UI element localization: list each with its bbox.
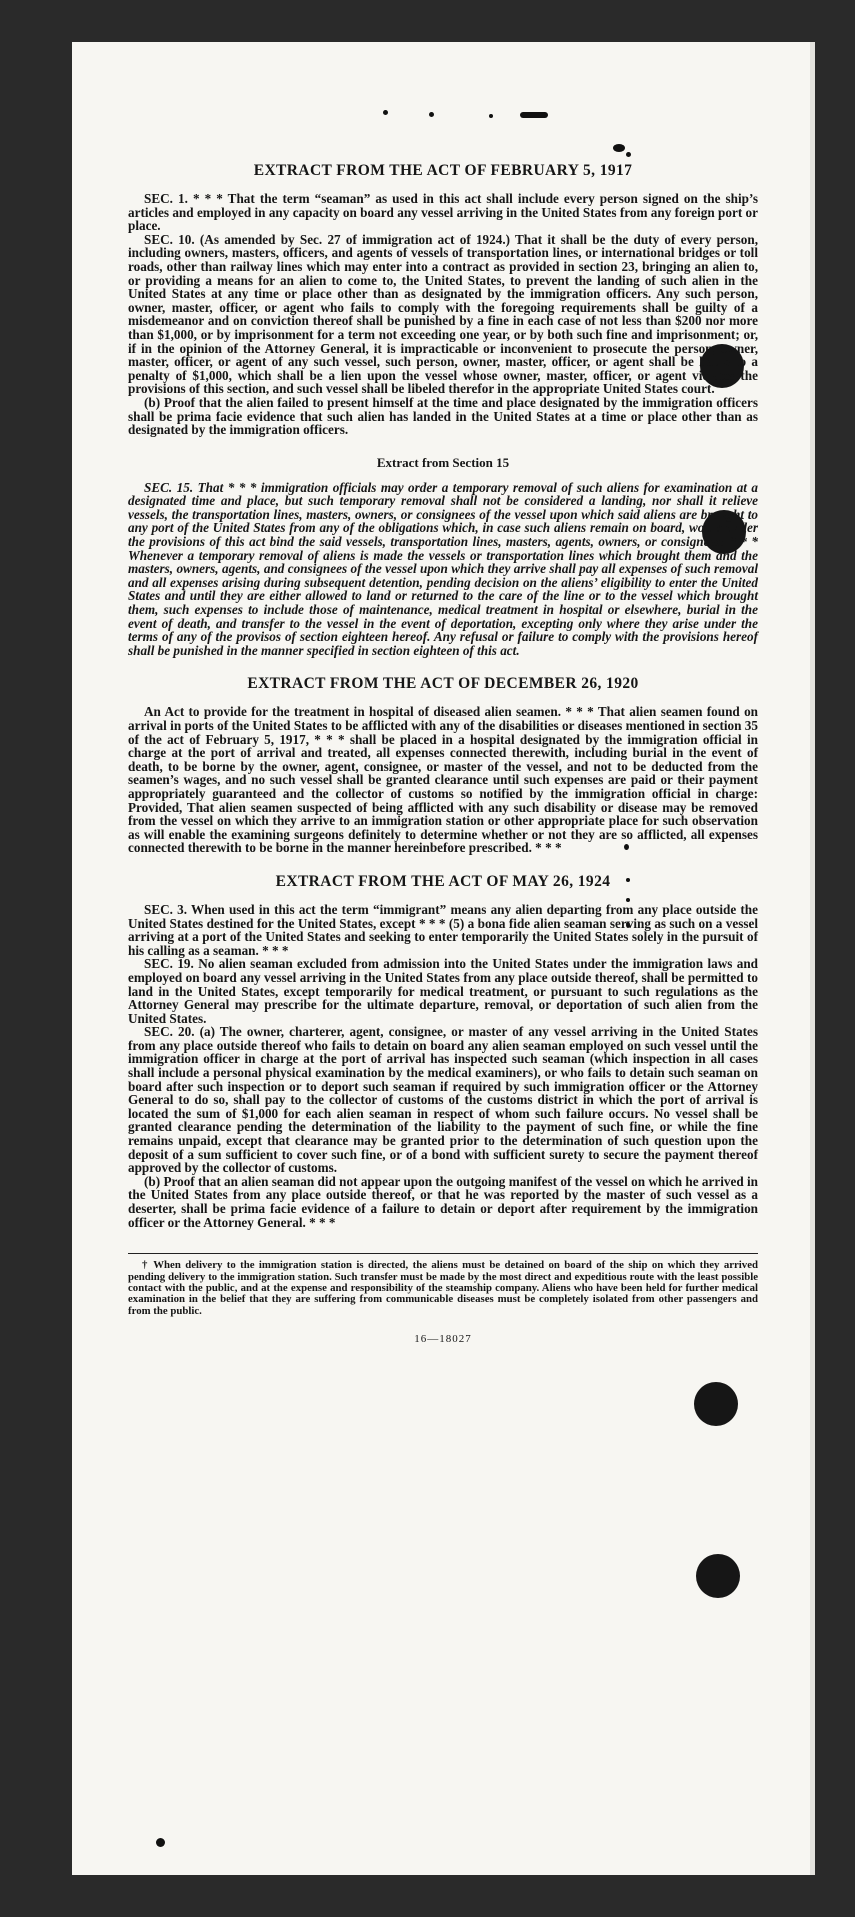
section-feb-1917	[128, 162, 758, 437]
paragraph-sec-20: SEC. 20. (a) The owner, charterer, agent, consignee, or master of any vessel arriving in the United States from any place outside thereof who fails to detain on board any alien seaman employed on such vessel until the immigration officer in charge at the port of arrival has inspected such seaman (which inspection in all cases shall include a personal physical examination by the medical examiners), or who fails to detain such seaman on board after such inspection or to deport such seaman if required by such immigration officer or the Attorney General to do so, shall pay to the collector of customs of the customs district in which the port of arrival is located the sum of $1,000 for each alien seaman in respect of whom such failure occurs. No vessel shall be granted clearance pending the determination of the liability to the payment of such fine, or while the fine remains unpaid, except that clearance may be granted prior to the determination of such question upon the deposit of a sum sufficient to cover such fine, or of a bond with sufficient surety to secure the payment thereof approved by the collector of customs.	[128, 1024, 758, 1176]
paragraph-sec-1: SEC. 1. * * * That the term “seaman” as used in this act shall include every person signed on the ship’s articles and employed in any capacity on board any vessel arriving in the United States from any foreign port or place.	[128, 191, 758, 234]
document-text-column	[128, 162, 758, 1345]
page-edge-shadow	[810, 42, 815, 1875]
section-may-1924	[128, 873, 758, 1229]
ink-speck	[383, 110, 388, 115]
paragraph-sec-10-b: (b) Proof that the alien failed to present himself at the time and place designated by the immigration officers shall be prima facie evidence that such alien has landed in the United States at a time or place other than as designated by the immigration officers.	[128, 394, 758, 438]
ink-speck	[489, 114, 493, 118]
paragraph-sec-20-b: (b) Proof that an alien seaman did not appear upon the outgoing manifest of the vessel on which he arrived in the United States from any place outside thereof, or that he was reported by the master of such vessel as a deserter, shall be prima facie evidence of a failure to detain or deport after requirement by the immigration officer or the Attorney General. * * *	[128, 1173, 758, 1230]
section-15-extract	[128, 455, 758, 658]
paragraph-sec-10: SEC. 10. (As amended by Sec. 27 of immigration act of 1924.) That it shall be the duty of every person, including owners, masters, officers, and agents of vessels of transportation lines, or international bridges or toll roads, other than railway lines which may enter into a contract as provided in section 23, bringing an alien to, or providing a means for an alien to come to, the United States, to prevent the landing of such alien in the United States at any time or place other than as designated by the immigration officers. Any such person, owner, master, officer, or agent who fails to comply with the foregoing requirements shall be guilty of a misdemeanor and on conviction thereof shall be punished by a fine in each case of not less than $200 nor more than $1,000, or by imprisonment for a term not exceeding one year, or by both such fine and imprisonment; or, if in the opinion of the Attorney General, it is impracticable or inconvenient to prosecute the person, owner, master, officer, or agent of any such vessel, such person, owner, master, officer, or agent shall be liable to a penalty of $1,000, which shall be a lien upon the vessel whose owner, master, officer, or agent violates the provisions of this section, and such vessel shall be libeled therefor in the appropriate United States court.	[128, 231, 758, 397]
page-identifier: 16—18027	[414, 1333, 472, 1346]
ink-speck	[520, 112, 548, 118]
section-dec-1920	[128, 675, 758, 855]
section-heading: EXTRACT FROM THE ACT OF DECEMBER 26, 1920	[247, 675, 639, 693]
section-heading: EXTRACT FROM THE ACT OF FEBRUARY 5, 1917	[253, 162, 633, 179]
subsection-heading: Extract from Section 15	[376, 454, 510, 470]
ink-speck	[156, 1838, 165, 1847]
document-page	[72, 42, 815, 1875]
paragraph-sec-15: SEC. 15. That * * * immigration officials may order a temporary removal of such aliens for examination at a designated time and place, but such temporary removal shall not be considered a landing, nor shall it relieve vessels, the transportation lines, masters, owners, or consignees of the vessel upon which said aliens are brought to any port of the United States from any of the obligations which, in case such aliens remain on board, would under the provisions of this act bind the said vessels, transportation lines, masters, agents, owners, or consignees: * * * Whenever a temporary removal of aliens is made the vessels or transportation lines which brought them and the masters, owners, agents, and consignees of the vessel upon which they arrive shall pay all expenses of such removal and all expenses arising during subsequent detention, pending decision on the aliens’ eligibility to enter the United States and until they are either allowed to land or returned to the care of the line or to the vessel which brought them, such expenses to include those of maintenance, medical treatment in hospital or elsewhere, burial in the event of death, and transfer to the vessel in the event of deportation, excepting only where they arise under the terms of any of the provisos of section eighteen hereof. Any refusal or failure to comply with the provisions hereof shall be punished in the manner specified in section eighteen of this act.	[128, 479, 758, 658]
paragraph-act-dec-1920: An Act to provide for the treatment in hospital of diseased alien seamen. * * * That alien seamen found on arrival in ports of the United States to be afflicted with any of the disabilities or diseases mentioned in section 35 of the act of February 5, 1917, * * * shall be placed in a hospital designated by the immigration official in charge at the port of arrival and treated, all expenses connected therewith, including burial in the event of death, to be borne by the owner, agent, consignee, or master of the vessel, and not to be deducted from the seamen’s wages, and no such vessel shall be granted clearance until such expenses are paid or their payment appropriately guaranteed and the collector of customs so notified by the immigration official in charge: Provided, That alien seamen suspected of being afflicted with any such disability or disease may be removed from the vessel on which they arrive to an immigration station or other appropriate place for such observation as will enable the examining surgeons definitely to determine whether or not they are so afflicted, all expenses connected therewith to be borne in the manner hereinbefore prescribed. * * *	[128, 704, 758, 856]
punch-hole	[694, 1382, 738, 1426]
ink-speck	[626, 152, 631, 157]
punch-hole	[696, 1554, 740, 1598]
paragraph-sec-19: SEC. 19. No alien seaman excluded from admission into the United States under the immigration laws and employed on board any vessel arriving in the United States from any place outside thereof, shall be permitted to land in the United States, except temporarily for medical treatment, or pursuant to such regulations as the Attorney General may prescribe for the ultimate departure, removal, or deportation of such alien from the United States.	[128, 956, 758, 1026]
ink-speck	[429, 112, 434, 117]
paragraph-sec-3: SEC. 3. When used in this act the term “immigrant” means any alien departing from any place outside the United States destined for the United States, except * * * (5) a bona fide alien seaman serving as such on a vessel arriving at a port of the United States and seeking to enter temporarily the United States solely in the pursuit of his calling as a seaman. * * *	[128, 901, 758, 958]
ink-speck	[613, 144, 625, 152]
footnote-divider	[128, 1253, 758, 1254]
section-heading: EXTRACT FROM THE ACT OF MAY 26, 1924	[275, 872, 611, 890]
footnote: † When delivery to the immigration station is directed, the aliens must be detained on board of the ship on which they arrived pending delivery to the immigration station. Such transfer must be made by the most direct and expeditious route with the least possible contact with the public, and at the expense and responsibility of the steamship company. Aliens who have been held for further medical examination in the belief that they are suffering from communicable diseases must be completely isolated from other passengers and from the public.	[128, 1259, 758, 1317]
